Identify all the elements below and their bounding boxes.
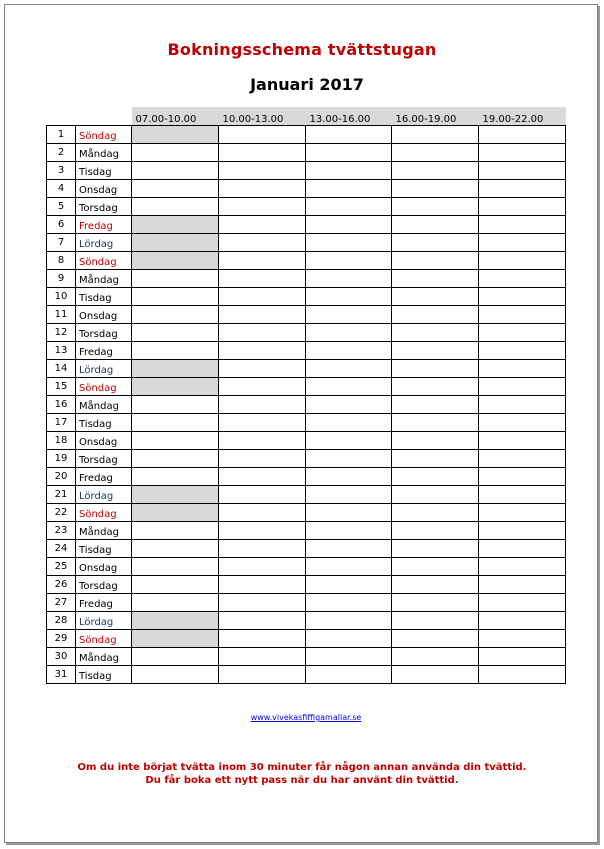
day-number: 25 [47,557,76,575]
table-row [47,665,566,683]
booking-cell[interactable] [219,431,306,449]
weekday-name: Lördag [76,611,132,629]
table-row [47,179,566,197]
weekday-name: Måndag [76,521,132,539]
booking-cell[interactable] [479,197,566,215]
booking-cell[interactable] [306,197,392,215]
weekday-name: Söndag [76,251,132,269]
booking-cell[interactable] [132,287,219,305]
day-number: 13 [47,341,76,359]
booking-cell[interactable] [392,341,479,359]
table-row [47,575,566,593]
weekday-name: Tisdag [76,413,132,431]
booking-cell[interactable] [219,197,306,215]
booking-cell[interactable] [306,377,392,395]
table-row [47,449,566,467]
booking-cell[interactable] [306,251,392,269]
booking-cell[interactable] [479,359,566,377]
day-number: 16 [47,395,76,413]
booking-cell[interactable] [219,269,306,287]
booking-cell[interactable] [132,539,219,557]
weekday-name: Tisdag [76,665,132,683]
table-row [47,431,566,449]
table-row [47,323,566,341]
day-number: 28 [47,611,76,629]
footer-note-line1: Om du inte börjat tvätta inom 30 minuter får någon annan använda din tvättid. [77,762,527,773]
weekday-name: Lördag [76,359,132,377]
booking-cell[interactable] [219,287,306,305]
booking-cell[interactable] [306,269,392,287]
booking-cell[interactable] [306,503,392,521]
table-row [47,521,566,539]
weekday-name: Onsdag [76,431,132,449]
booking-cell[interactable] [479,179,566,197]
booking-cell[interactable] [392,395,479,413]
table-row [47,647,566,665]
booking-cell[interactable] [392,557,479,575]
booking-cell[interactable] [392,539,479,557]
weekday-name: Onsdag [76,305,132,323]
booking-cell[interactable] [219,665,306,683]
table-row [47,305,566,323]
header-blank-num [47,107,76,125]
booking-cell[interactable] [479,143,566,161]
weekday-name: Tisdag [76,287,132,305]
table-row [47,251,566,269]
booking-cell[interactable] [132,665,219,683]
day-number: 14 [47,359,76,377]
booking-cell[interactable] [132,503,219,521]
booking-cell[interactable] [306,305,392,323]
booking-cell[interactable] [132,629,219,647]
day-number: 3 [47,161,76,179]
booking-table [46,107,566,684]
booking-cell[interactable] [132,647,219,665]
booking-cell[interactable] [132,305,219,323]
booking-cell[interactable] [392,611,479,629]
booking-cell[interactable] [219,341,306,359]
booking-cell[interactable] [132,431,219,449]
weekday-name: Fredag [76,467,132,485]
slot-header: 16.00-19.00 [392,107,479,125]
booking-cell[interactable] [219,305,306,323]
weekday-name: Söndag [76,377,132,395]
day-number: 30 [47,647,76,665]
booking-cell[interactable] [392,647,479,665]
booking-cell[interactable] [479,449,566,467]
day-number: 31 [47,665,76,683]
booking-cell[interactable] [219,215,306,233]
booking-cell[interactable] [306,467,392,485]
booking-cell[interactable] [132,197,219,215]
table-row [47,143,566,161]
booking-cell[interactable] [479,323,566,341]
booking-cell[interactable] [132,521,219,539]
booking-cell[interactable] [132,179,219,197]
booking-cell[interactable] [132,575,219,593]
table-row [47,503,566,521]
booking-cell[interactable] [306,557,392,575]
booking-cell[interactable] [479,287,566,305]
booking-cell[interactable] [392,287,479,305]
booking-cell[interactable] [219,503,306,521]
booking-cell[interactable] [479,611,566,629]
day-number: 12 [47,323,76,341]
header-blank-day [76,107,132,125]
booking-cell[interactable] [479,485,566,503]
weekday-name: Söndag [76,629,132,647]
weekday-name: Fredag [76,215,132,233]
booking-cell[interactable] [219,575,306,593]
booking-cell[interactable] [306,485,392,503]
booking-cell[interactable] [479,503,566,521]
booking-cell[interactable] [392,521,479,539]
booking-cell[interactable] [306,431,392,449]
day-number: 24 [47,539,76,557]
booking-cell[interactable] [479,413,566,431]
booking-cell[interactable] [132,485,219,503]
slot-header: 07.00-10.00 [132,107,219,125]
table-row [47,341,566,359]
booking-cell[interactable] [219,449,306,467]
booking-cell[interactable] [132,611,219,629]
booking-cell[interactable] [132,269,219,287]
booking-cell[interactable] [392,431,479,449]
day-number: 17 [47,413,76,431]
booking-cell[interactable] [479,629,566,647]
day-number: 5 [47,197,76,215]
booking-cell[interactable] [219,629,306,647]
booking-cell[interactable] [306,593,392,611]
booking-cell[interactable] [306,359,392,377]
table-row [47,395,566,413]
booking-cell[interactable] [132,359,219,377]
booking-cell[interactable] [306,647,392,665]
booking-cell[interactable] [306,395,392,413]
booking-cell[interactable] [392,251,479,269]
table-row [47,611,566,629]
booking-cell[interactable] [219,179,306,197]
booking-cell[interactable] [392,179,479,197]
booking-cell[interactable] [132,161,219,179]
booking-cell[interactable] [219,611,306,629]
weekday-name: Onsdag [76,179,132,197]
booking-cell[interactable] [219,251,306,269]
booking-cell[interactable] [479,557,566,575]
booking-cell[interactable] [479,269,566,287]
booking-cell[interactable] [219,395,306,413]
table-row [47,233,566,251]
table-row [47,269,566,287]
booking-cell[interactable] [392,269,479,287]
booking-cell[interactable] [479,539,566,557]
month-title: Januari 2017 [250,75,364,94]
booking-cell[interactable] [132,467,219,485]
booking-cell[interactable] [479,233,566,251]
weekday-name: Tisdag [76,161,132,179]
booking-cell[interactable] [219,647,306,665]
booking-cell[interactable] [392,413,479,431]
table-row [47,359,566,377]
booking-cell[interactable] [306,521,392,539]
booking-cell[interactable] [392,503,479,521]
booking-cell[interactable] [306,539,392,557]
booking-cell[interactable] [479,161,566,179]
booking-cell[interactable] [479,431,566,449]
booking-cell[interactable] [219,125,306,143]
booking-cell[interactable] [306,323,392,341]
booking-cell[interactable] [219,557,306,575]
booking-cell[interactable] [306,233,392,251]
day-number: 29 [47,629,76,647]
day-number: 23 [47,521,76,539]
weekday-name: Måndag [76,395,132,413]
booking-cell[interactable] [132,323,219,341]
booking-cell[interactable] [392,143,479,161]
booking-cell[interactable] [392,377,479,395]
booking-cell[interactable] [392,233,479,251]
booking-cell[interactable] [219,377,306,395]
booking-cell[interactable] [392,305,479,323]
booking-cell[interactable] [219,233,306,251]
page-title: Bokningsschema tvättstugan [167,40,437,59]
slot-header: 10.00-13.00 [219,107,306,125]
table-row [47,539,566,557]
table-row [47,287,566,305]
booking-cell[interactable] [219,467,306,485]
day-number: 20 [47,467,76,485]
weekday-name: Torsdag [76,449,132,467]
booking-cell[interactable] [306,665,392,683]
table-row [47,467,566,485]
booking-cell[interactable] [219,143,306,161]
table-row [47,413,566,431]
booking-cell[interactable] [392,485,479,503]
booking-cell[interactable] [479,341,566,359]
weekday-name: Måndag [76,143,132,161]
day-number: 27 [47,593,76,611]
table-row [47,377,566,395]
booking-cell[interactable] [479,647,566,665]
weekday-name: Torsdag [76,575,132,593]
day-number: 22 [47,503,76,521]
day-number: 26 [47,575,76,593]
weekday-name: Söndag [76,125,132,143]
day-number: 1 [47,125,76,143]
footer-note-line2: Du får boka ett nytt pass när du har använt din tvättid. [145,775,459,786]
booking-cell[interactable] [132,125,219,143]
booking-cell[interactable] [479,215,566,233]
table-row [47,629,566,647]
booking-cell[interactable] [132,377,219,395]
booking-cell[interactable] [306,413,392,431]
weekday-name: Fredag [76,341,132,359]
booking-cell[interactable] [132,233,219,251]
booking-cell[interactable] [219,539,306,557]
booking-cell[interactable] [479,593,566,611]
booking-cell[interactable] [219,161,306,179]
day-number: 21 [47,485,76,503]
booking-cell[interactable] [479,665,566,683]
booking-cell[interactable] [392,575,479,593]
weekday-name: Lördag [76,233,132,251]
booking-cell[interactable] [392,593,479,611]
booking-cell[interactable] [479,305,566,323]
website-link[interactable]: www.vivekasfiffigamallar.se [250,713,362,722]
booking-cell[interactable] [306,125,392,143]
booking-cell[interactable] [132,251,219,269]
day-number: 15 [47,377,76,395]
booking-cell[interactable] [479,575,566,593]
booking-cell[interactable] [306,179,392,197]
table-row [47,557,566,575]
booking-cell[interactable] [392,323,479,341]
booking-cell[interactable] [479,377,566,395]
booking-cell[interactable] [219,323,306,341]
table-row [47,485,566,503]
booking-cell[interactable] [479,395,566,413]
booking-rows [47,125,566,683]
table-row [47,215,566,233]
booking-cell[interactable] [132,341,219,359]
booking-cell[interactable] [392,467,479,485]
booking-cell[interactable] [392,449,479,467]
booking-cell[interactable] [392,629,479,647]
day-number: 11 [47,305,76,323]
weekday-name: Torsdag [76,197,132,215]
booking-cell[interactable] [132,395,219,413]
table-row [47,125,566,143]
booking-cell[interactable] [132,215,219,233]
booking-cell[interactable] [219,485,306,503]
weekday-name: Fredag [76,593,132,611]
day-number: 9 [47,269,76,287]
booking-cell[interactable] [132,413,219,431]
booking-cell[interactable] [306,161,392,179]
booking-cell[interactable] [306,575,392,593]
weekday-name: Måndag [76,647,132,665]
booking-cell[interactable] [132,143,219,161]
table-row [47,197,566,215]
booking-cell[interactable] [306,611,392,629]
day-number: 4 [47,179,76,197]
booking-cell[interactable] [132,449,219,467]
day-number: 8 [47,251,76,269]
day-number: 6 [47,215,76,233]
weekday-name: Onsdag [76,557,132,575]
booking-cell[interactable] [132,557,219,575]
booking-cell[interactable] [392,197,479,215]
table-row [47,161,566,179]
booking-cell[interactable] [306,143,392,161]
booking-cell[interactable] [306,449,392,467]
booking-cell[interactable] [306,215,392,233]
booking-cell[interactable] [219,593,306,611]
header-row [47,107,566,125]
weekday-name: Lördag [76,485,132,503]
slot-header: 19.00-22.00 [479,107,566,125]
booking-cell[interactable] [392,215,479,233]
booking-cell[interactable] [392,359,479,377]
day-number: 10 [47,287,76,305]
weekday-name: Söndag [76,503,132,521]
booking-cell[interactable] [479,521,566,539]
day-number: 19 [47,449,76,467]
booking-cell[interactable] [392,161,479,179]
booking-cell[interactable] [306,287,392,305]
day-number: 2 [47,143,76,161]
weekday-name: Torsdag [76,323,132,341]
booking-cell[interactable] [306,341,392,359]
weekday-name: Måndag [76,269,132,287]
booking-cell[interactable] [132,593,219,611]
booking-cell[interactable] [479,251,566,269]
booking-cell[interactable] [392,665,479,683]
booking-cell[interactable] [306,629,392,647]
booking-cell[interactable] [219,359,306,377]
slot-header: 13.00-16.00 [306,107,392,125]
day-number: 7 [47,233,76,251]
day-number: 18 [47,431,76,449]
weekday-name: Tisdag [76,539,132,557]
booking-cell[interactable] [219,521,306,539]
booking-cell[interactable] [479,467,566,485]
booking-cell[interactable] [219,413,306,431]
booking-cell[interactable] [479,125,566,143]
booking-cell[interactable] [392,125,479,143]
table-row [47,593,566,611]
